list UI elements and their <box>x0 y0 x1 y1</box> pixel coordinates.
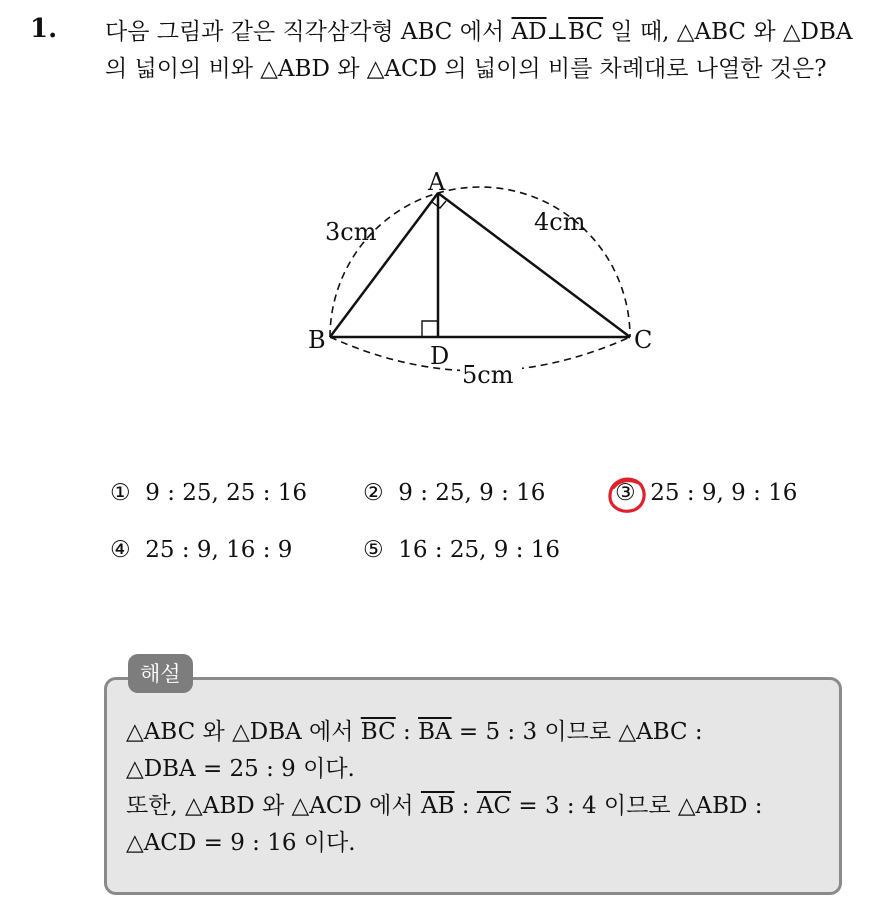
question-text-b: 일 때, △ABC 와 △DBA 의 넓이의 비와 △ABD 와 △ACD 의 넓이의 비를 차례대로 나열한 것은? <box>105 19 853 82</box>
choice-5-text: 16 : 25, 9 : 16 <box>398 537 561 563</box>
length-ac: 4cm <box>534 208 586 236</box>
choice-4-mark: ④ <box>110 537 131 563</box>
label-a: A <box>428 168 446 196</box>
solution-line-1-sep: : <box>395 719 419 745</box>
right-angle-mark-d <box>422 321 438 337</box>
perpendicular-symbol: ⊥ <box>546 19 569 45</box>
solution-line-1 <box>126 714 826 751</box>
choice-2-text: 9 : 25, 9 : 16 <box>398 480 546 506</box>
label-c: C <box>634 326 653 354</box>
solution-segment-ba: $\overline{BA}$ <box>418 719 452 745</box>
answer-circle-icon <box>606 476 650 516</box>
question-number: 1. <box>30 14 58 44</box>
choice-1[interactable] <box>110 480 307 506</box>
length-bc: 5cm <box>462 361 514 389</box>
solution-line-3-a: 또한, △ABD 와 △ACD 에서 <box>126 793 421 819</box>
segment-bc: $\overline{BC}$ <box>568 19 604 45</box>
solution-text <box>126 714 826 862</box>
question-text <box>105 14 865 88</box>
label-b: B <box>308 326 326 354</box>
solution-line-2: △DBA = 25 : 9 이다. <box>126 756 355 782</box>
solution-segment-bc: $\overline{BC}$ <box>360 719 396 745</box>
label-d: D <box>430 342 450 370</box>
length-ab: 3cm <box>325 218 377 246</box>
choice-1-text: 9 : 25, 25 : 16 <box>145 480 308 506</box>
choice-2-mark: ② <box>363 480 384 506</box>
solution-line-3-sep: : <box>454 793 477 819</box>
choice-2[interactable] <box>363 480 545 506</box>
choice-3-text: 25 : 9, 9 : 16 <box>650 480 798 506</box>
solution-tag: 해설 <box>128 654 193 693</box>
choice-5[interactable] <box>363 537 560 563</box>
solution-line-4: △ACD = 9 : 16 이다. <box>126 830 356 856</box>
side-ab <box>330 193 438 337</box>
triangle-figure <box>290 160 670 400</box>
solution-line-3-b: = 3 : 4 이므로 △ABD : <box>511 793 763 819</box>
choice-4[interactable] <box>110 537 292 563</box>
choice-4-text: 25 : 9, 16 : 9 <box>145 537 293 563</box>
choice-1-mark: ① <box>110 480 131 506</box>
solution-segment-ac: $\overline{AC}$ <box>476 793 512 819</box>
choice-5-mark: ⑤ <box>363 537 384 563</box>
solution-segment-ab: $\overline{AB}$ <box>420 793 455 819</box>
solution-line-1-a: △ABC 와 △DBA 에서 <box>126 719 361 745</box>
choice-3-mark: ③ <box>615 480 636 506</box>
question-text-a: 다음 그림과 같은 직각삼각형 ABC 에서 <box>105 19 512 45</box>
solution-line-3 <box>126 788 826 825</box>
solution-line-1-b: = 5 : 3 이므로 △ABC : <box>451 719 703 745</box>
segment-ad: $\overline{AD}$ <box>511 19 547 45</box>
